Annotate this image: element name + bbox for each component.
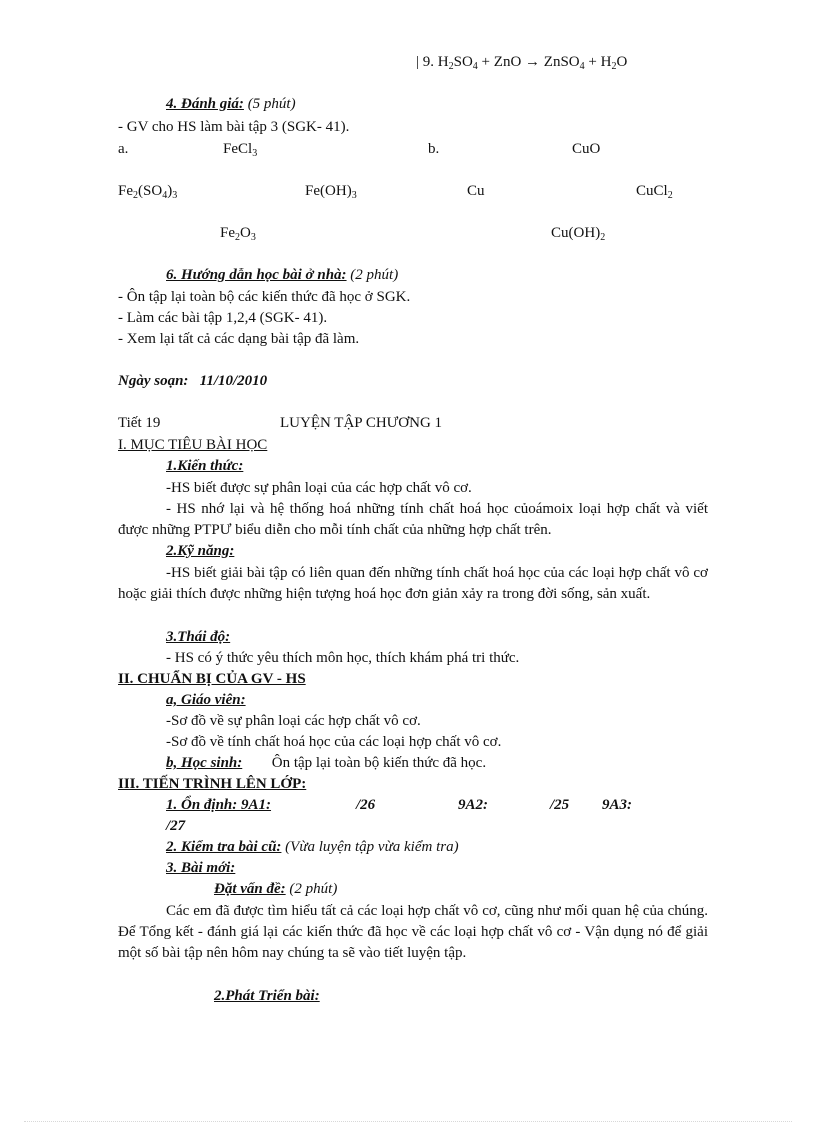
ky-nang-line-1: -HS biết giải bài tập có liên quan đến những tính chất hoá học của các loại hợp chất vô cơ hoặc giải thích được những hiện tượng hoá học đơn giản xảy ra trong đời sống, sản xuất.	[118, 565, 708, 602]
danh-gia-time: (5 phút)	[247, 96, 296, 112]
huong-dan-heading: 6. Hướng dẫn học bài ở nhà:	[166, 267, 347, 283]
formula-cuoh2: $Cu(OH)_2$	[551, 225, 606, 243]
formula-zno: ZnO	[493, 54, 522, 70]
equation-bar: |	[416, 54, 420, 70]
dat-van-de-paragraph: Các em đã được tìm hiểu tất cả các loại hợp chất vô cơ, cũng như mối quan hệ của chúng. Để Tổng kết - đánh giá lại các kiến thức đã học về các loại hợp chất vô cơ - Vận dụng nó để giải một số bài tập nên hôm nay chúng ta sẽ vào tiết luyện tập.	[118, 903, 708, 961]
danh-gia-heading-row	[166, 94, 296, 115]
kien-thuc-heading: 1.Kiến thức:	[166, 458, 244, 474]
formula-fe2so43: $Fe_2(SO_4)_3$	[118, 183, 178, 201]
hoc-sinh-line: Ôn tập lại toàn bộ kiến thức đã học.	[271, 755, 487, 771]
phat-trien-heading: 2.Phát Triển bài:	[214, 988, 320, 1004]
thai-do-line-1: - HS có ý thức yêu thích môn học, thích khám phá tri thức.	[166, 650, 520, 666]
kiem-tra-note: (Vừa luyện tập vừa kiểm tra)	[285, 839, 459, 855]
formula-h2o: $H_2O$	[600, 54, 628, 72]
hoc-sinh-row	[166, 753, 486, 774]
muc-tieu-heading: I. MỤC TIÊU BÀI HỌC	[118, 437, 268, 453]
huong-dan-item: - Làm các bài tập 1,2,4 (SGK- 41).	[118, 310, 328, 326]
equation-number: 9.	[422, 54, 435, 70]
dat-van-de-time: (2 phút)	[289, 881, 338, 897]
huong-dan-time: (2 phút)	[350, 267, 399, 283]
dat-van-de-row	[214, 879, 337, 900]
ky-nang-heading: 2.Kỹ năng:	[166, 543, 235, 559]
formula-cu: Cu	[467, 183, 485, 199]
tien-trinh-heading: III. TIẾN TRÌNH LÊN LỚP:	[118, 776, 307, 792]
plus-sign: +	[481, 54, 491, 70]
page-bottom-rule	[24, 1121, 792, 1122]
formula-znso4: ZnSO$_4$	[543, 54, 585, 72]
bai-moi-heading: 3. Bài mới:	[166, 860, 236, 876]
kien-thuc-line-2: - HS nhớ lại và hệ thống hoá những tính chất hoá học củoámoix loại hợp chất và viết được những PTPƯ biểu diễn cho mỗi tính chất của những hợp chất trên.	[118, 501, 708, 538]
reaction-arrow: →	[525, 54, 541, 70]
class-9a3-label: 9A3:	[602, 797, 632, 813]
tiet-number: Tiết 19	[118, 415, 161, 431]
danh-gia-heading: 4. Đánh giá:	[166, 96, 244, 112]
formula-cuo: CuO	[572, 141, 601, 157]
formula-fe2o3: $Fe_2O_3$	[220, 225, 256, 243]
huong-dan-heading-row	[166, 265, 398, 286]
giao-vien-line-2: -Sơ đồ về tính chất hoá học của các loại hợp chất vô cơ.	[166, 734, 502, 750]
formula-h2so4: $H_2SO_4$	[437, 54, 478, 72]
exercise-a-label: a.	[118, 141, 129, 157]
plus-sign: +	[588, 54, 597, 70]
formula-cucl2: CuCl$_2$	[636, 183, 673, 201]
kiem-tra-heading: 2. Kiểm tra bài cũ:	[166, 839, 282, 855]
tiet-title: LUYỆN TẬP CHƯƠNG 1	[280, 415, 443, 431]
class-9a1-count: /26	[356, 797, 376, 813]
huong-dan-item: - Xem lại tất cả các dạng bài tập đã làm.	[118, 331, 360, 347]
ngay-soan: Ngày soạn: 11/10/2010	[118, 373, 268, 389]
chuan-bi-heading: II. CHUẨN BỊ CỦA GV - HS	[118, 671, 306, 687]
exercise-b-label: b.	[428, 141, 440, 157]
class-9a2-label: 9A2:	[458, 797, 488, 813]
class-9a2-count: /25	[550, 797, 570, 813]
giao-vien-heading: a, Giáo viên:	[166, 692, 246, 708]
on-dinh-label: 1. Ổn định: 9A1:	[166, 797, 272, 813]
formula-feoh3: $Fe(OH)_3$	[305, 183, 357, 201]
hoc-sinh-heading: b, Học sinh:	[166, 755, 243, 771]
danh-gia-line: - GV cho HS làm bài tập 3 (SGK- 41).	[118, 119, 350, 135]
thai-do-heading: 3.Thái độ:	[166, 629, 231, 645]
dat-van-de-heading: Đặt vấn đề:	[214, 881, 286, 897]
kien-thuc-line-1: -HS biết được sự phân loại của các hợp chất vô cơ.	[166, 480, 472, 496]
huong-dan-item: - Ôn tập lại toàn bộ các kiến thức đã học ở SGK.	[118, 289, 411, 305]
formula-fecl3: FeCl$_3$	[223, 141, 258, 159]
kiem-tra-row	[166, 837, 459, 858]
class-9a3-count: /27	[166, 818, 186, 834]
giao-vien-line-1: -Sơ đồ về sự phân loại các hợp chất vô cơ.	[166, 713, 421, 729]
equation-9	[416, 52, 627, 73]
